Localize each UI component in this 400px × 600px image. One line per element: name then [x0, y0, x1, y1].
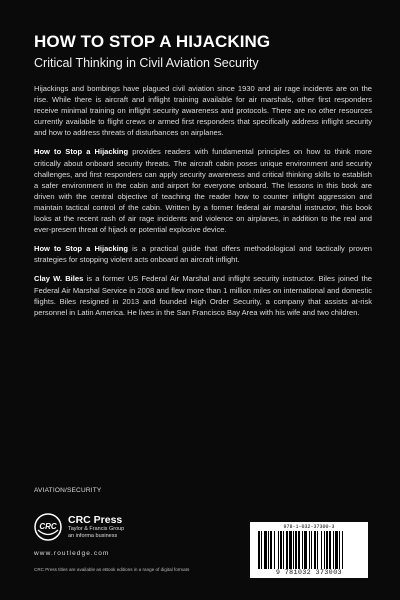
blurb-paragraph-3: [34, 243, 372, 265]
blurb-bold-title: How to Stop a Hijacking: [34, 147, 129, 157]
blurb-bold-title: How to Stop a Hijacking: [34, 244, 128, 254]
author-bio: [34, 273, 372, 317]
barcode-bar: [278, 531, 279, 569]
barcode-bar: [304, 531, 307, 569]
author-bio-text: is a former US Federal Air Marshal and inflight security instructor. Biles joined the Federal Air Marshal Service in 2008 and flew more than 1 million miles on international and domestic flights. Biles resigned in 2013 and founded High Order Security, a company that assists at-risk personnel in Latin America. He lives in the San Francisco Bay Area with his wife and two children.: [34, 274, 372, 317]
barcode-bar: [280, 531, 282, 569]
barcode-bar: [326, 531, 328, 569]
barcode-bar: [324, 531, 325, 569]
author-name: Clay W. Biles: [34, 274, 84, 284]
barcode-bar: [258, 531, 260, 569]
blurb-text: provides readers with fundamental principles on how to think more critically about onboard security threats. The aircraft cabin poses unique environment and security challenges, and first responders can apply security awareness and critical thinking skills to establish a safer environment in the cabin and airport for everyone onboard. The lessons in this book are driven with the central objective of teaching the reader how to counter inflight aggression and maintain tactical control of the cabin. Written by a former federal air marshal instructor, this book looks at the recent rash of air rage incidents and violence on airplanes, in addition to the real and ever-present threat of hijack or potential explosive device.: [34, 147, 372, 235]
blurb-paragraph-1: Hijackings and bombings have plagued civil aviation since 1930 and air rage incidents are on the rise. While there is aircraft and inflight training available for air marshals, other first responders receive minimal training on inflight security awareness and protocols. There are no other resources currently available to flight crews or armed first responders that specifically address inflight security and how to address threats of disturbances on airplanes.: [34, 84, 372, 138]
barcode-bar: [302, 531, 303, 569]
subject-category: AVIATION/SECURITY: [34, 487, 102, 494]
crc-logo-icon: [34, 513, 62, 541]
barcode-bar: [342, 531, 343, 569]
barcode-bar: [309, 531, 310, 569]
barcode-bar: [270, 531, 272, 569]
blurb-text: is a practical guide that offers methodological and tactically proven strategies for stopping violent acts onboard an aircraft inflight.: [34, 244, 372, 265]
barcode-bar: [289, 531, 292, 569]
barcode-bar: [283, 531, 284, 569]
barcode-bar: [293, 531, 294, 569]
svg-text:CRC: CRC: [39, 522, 57, 531]
barcode-bar: [286, 531, 288, 569]
barcode-bar: [314, 531, 316, 569]
barcode-bar: [274, 531, 275, 569]
blurb: [34, 83, 372, 326]
barcode-bar: [333, 531, 334, 569]
publisher-logo: [34, 513, 174, 553]
isbn-barcode: [250, 522, 368, 578]
book-subtitle: Critical Thinking in Civil Aviation Security: [34, 56, 259, 70]
barcode-bar: [329, 531, 331, 569]
barcode-bar: [335, 531, 338, 569]
publisher-group: Taylor & Francis Group: [68, 526, 125, 532]
barcode-bar: [268, 531, 269, 569]
barcode-bar: [264, 531, 267, 569]
barcode-bar: [321, 531, 322, 569]
barcode-bar: [339, 531, 340, 569]
barcode-bar: [317, 531, 318, 569]
blurb-paragraph-2: [34, 146, 372, 235]
ebook-note: CRC Press titles are available as eBook editions in a range of digital formats: [34, 567, 190, 572]
publisher-website: www.routledge.com: [34, 550, 110, 557]
publisher-tagline: an informa business: [68, 533, 118, 539]
barcode-bar: [311, 531, 312, 569]
barcode-bar: [295, 531, 297, 569]
book-title: HOW TO STOP A HIJACKING: [34, 32, 271, 51]
barcode-digits: 9 781032 373003: [275, 569, 342, 576]
barcode-bars: [258, 531, 360, 569]
publisher-name: CRC Press: [68, 514, 123, 526]
barcode-bar: [261, 531, 262, 569]
barcode-bar: [298, 531, 300, 569]
publisher-text: [68, 515, 124, 540]
isbn-number: 978-1-032-37300-3: [283, 524, 335, 530]
